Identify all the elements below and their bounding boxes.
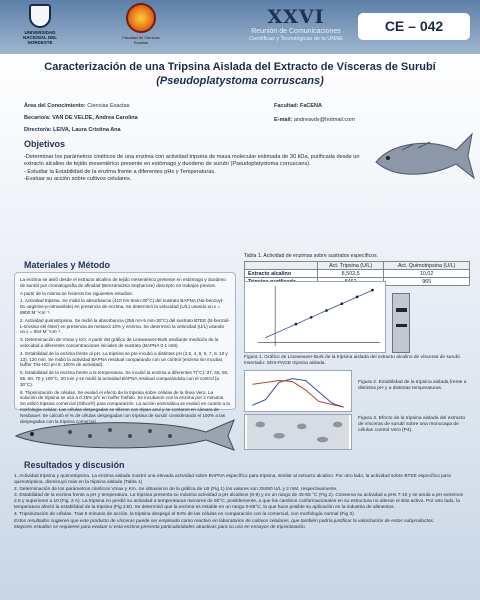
materiales-paragraph: 6. Tripsinización de células. Se evaluó el efecto de la tripsina sobre células de la línea Vero. La solución de tripsina se usó a 0.25% p/V en buffer fosfato. Se incubaron con la enzima por 2 minutos. Se utilizó tripsina comercial (Gibco®) para comparación. La acción enzimática se evaluó en cuanto a la morfología celular. Las células despegadas se tiñeron con tripan azul y se contaron en cámara de Neubauer. Se calculó el % de células despegadas con tripsina de surubí considerando el 100% a las despegadas con la tripsina comercial.: [20, 389, 230, 424]
lb-data-point: [310, 316, 313, 319]
materiales-paragraph: 5. Estabilidad de la enzima frente a la temperatura. Se incubó la enzima a diferentes T(°C): 37, 45, 50, 55, 60, 70 y 100°C, 30 min y se midió la actividad BAPNA residual comparándola con el control (a 30°C).: [20, 370, 229, 387]
fig2-caption: Figura 2. Estabilidad de la tripsina aislada frente a distintos pH y a distintas temperaturas.: [358, 380, 467, 392]
materiales-paragraph: 4. Estabilidad de la enzima frente al pH. La tripsina se pre-incubó a distintos pH (2.5, 4, 5, 6, 7, 8, 10 y 13), 120 min. Se midió la actividad BAPNA residual comparando con un control (enzima sin incubar, buffer Tris-HCl pH 8, 100% de actividad).: [20, 350, 228, 368]
materiales-paragraph: 1. Actividad tripsina. Se midió la absorbancia (410 nm-5min-30°C) del sustrato BAPNA (Nα-benzoyl-DL-arginine-p-nitroanilide) en presencia de enzima. Se determinó la velocidad (U/L) usando un ε = 8800 M⁻¹cm⁻¹.: [20, 298, 224, 315]
table-row-label: Tripsina purificada: [245, 278, 318, 286]
facena-logo: [118, 3, 164, 51]
area-label: Área del Conocimiento:: [24, 103, 86, 109]
reunion-line1: Reunión de Comunicaciones: [251, 28, 341, 35]
becaria-value: VAN DE VELDE, Andrea Carolina: [52, 115, 138, 121]
result-item: 3. Estabilidad de la enzima frente a pH y temperatura. La tripsina presenta su máxima actividad a pH alcalinos (8-9) y en un rango de 45-55 °C (Fig 2). Conserva su actividad a pHs 7-10 y se anula a pH extremos 2.5 y superiores a 10 (Fig. 2 A). La tripsina no perdió su actividad a temperaturas menores de 50°C, posiblemente, a que los cambios conformacionales en su estructura no alteran el sitio activo. Por otro lado, la temperatura afectó la estabilidad de la tripsina (Fig 2.B). Se determinó que la enzima es estable en un rango 0-55°C, lo que hace posible su aplicación en la industria de alimentos.: [14, 493, 464, 510]
unne-logo: [18, 4, 62, 50]
table1-caption: Tabla 1. Actividad de enzimas sobre sustratos específicos.: [244, 253, 379, 259]
title-species: (Pseudoplatystoma corruscans): [156, 75, 324, 87]
table-row: [245, 270, 470, 278]
result-conclusion: Mayores estudios se requieren para evaluar si esta enzima presenta particularidades atractivas para su uso en ensayos de tripsinización.: [14, 525, 306, 531]
poster-title: [14, 60, 466, 88]
lineweaver-burk-chart: [244, 281, 386, 353]
lb-data-point: [371, 289, 374, 292]
materiales-paragraph: La enzima se aisló desde el extracto alcalino de tejido mesentérico presente en estómago y duodeno de surubí por cromatografía de afinidad (Benzamidina Sepharose) descripto en trabajos previos.: [20, 277, 226, 288]
lb-data-point: [340, 302, 343, 305]
fig1-caption: Figura 1. Gráfico de Lineweaver-Burk de la tripsina aislada del extracto alcalino de vísceras de surubí. Insertado: SDS-PAGE tripsina aislada.: [244, 355, 462, 366]
stability-plot: [244, 370, 352, 412]
meta-becaria: [24, 115, 138, 121]
lb-data-point: [295, 323, 298, 326]
table-cell: 965: [384, 278, 470, 286]
gel-band: [396, 308, 407, 312]
materiales-box: [14, 272, 236, 424]
lb-data-point: [325, 309, 328, 312]
table-cell: 8,502,5: [317, 270, 384, 278]
objetivos-heading: Objetivos: [24, 139, 66, 149]
meta-area: [24, 103, 129, 109]
table-header-tripsina: Act. Tripsina (U/L): [317, 262, 384, 270]
objetivos-list: [24, 154, 364, 184]
fig3-caption: Figura 3. Efecto de la tripsina aislada del extracto de vísceras de surubí sobre una monocapa de células control Vero (P4).: [358, 416, 466, 433]
lb-data-point: [356, 296, 359, 299]
objetivo-item: -Evaluar su acción sobre cultivos celulares.: [24, 176, 132, 183]
materiales-paragraph: 3. Determinación de Vmax y Km: A partir del gráfico de Lineweaver-Burk mediante medición de la velocidad a diferentes concentraciones iniciales de sustrato (BAPNA 0-1 mM).: [20, 337, 219, 348]
unne-logo-text: UNIVERSIDAD NACIONAL DEL NORDESTE: [23, 30, 57, 45]
meta-email: [274, 117, 355, 123]
becaria-label: Becario/a:: [24, 115, 51, 121]
poster-code: CE – 042: [358, 13, 470, 40]
surubi-fish-side-illustration: [10, 414, 240, 454]
sun-emblem-icon: [126, 3, 156, 33]
objetivo-item: -Determinar los parámetros cinéticos de una enzima con actividad tripsina de masa molecular estimada de 30 kDa, purificada desde un extracto alcalino de tejido mesentérico presente en estómago y duodeno de surubí (Pseudoplatystoma corruscans).: [24, 154, 360, 168]
facena-logo-text: Facultad de Ciencias Exactas: [122, 35, 160, 45]
result-item: 4. Tripsinización de células. Tras 5 minutos de acción, la tripsina despegó el 84% de las células en comparación con la comercial, con morfología normal (Fig 3).: [14, 511, 356, 517]
results-heading: Resultados y discusión: [24, 460, 125, 470]
materiales-paragraph: 2. Actividad quimotripsina. Se midió la absorbancia (256 nm-5 min-30°C) del sustrato BTEE (N-benzoil-L-tirosina etil éster) en presencia de metanol 10% y enzima. Se determinó la velocidad (U/L) usando un ε = 964 M⁻¹cm⁻¹.: [20, 317, 230, 335]
table-row-label: Extracto alcalino: [245, 270, 318, 278]
surubi-fish-illustration: [372, 120, 476, 190]
facultad-value: FaCENA: [299, 103, 322, 109]
results-list: [14, 474, 468, 532]
table-header-quimotripsina: Act. Quimotripsina (U/L): [384, 262, 470, 270]
reunion-line2: Científicas y Tecnológicas de la UNNE: [249, 36, 343, 42]
director-label: Director/a:: [24, 127, 52, 133]
meta-director: [24, 127, 121, 133]
shield-icon: [29, 4, 51, 28]
table-cell: 8462: [317, 278, 384, 286]
ph-stability-line: [252, 379, 343, 408]
temp-stability-line: [252, 381, 343, 408]
reunion-title: [236, 6, 356, 42]
result-item: 1. Actividad tripsina y quimotripsina. La enzima aislada mostró una elevada actividad sobre BAPNA específico para tripsina, similar al extracto alcalino. Por otro lado, la actividad sobre BTEE específico para quimotripsina, disminuyó más en la tripsina aislada (Tabla 1): [14, 474, 451, 485]
sds-page-gel: [392, 293, 410, 353]
title-main: Caracterización de una Tripsina Aislada del Extracto de Vísceras de Surubí: [44, 61, 436, 73]
gel-band: [396, 324, 407, 327]
facultad-label: Facultad:: [274, 103, 299, 109]
reunion-number: XXVI: [267, 6, 325, 28]
area-value: Ciencias Exactas: [87, 103, 130, 109]
materiales-heading: Materiales y Método: [24, 260, 111, 270]
email-label: E-mail:: [274, 117, 293, 123]
table-header-row: [245, 262, 470, 270]
table-cell: 10,02: [384, 270, 470, 278]
director-value: LEIVA, Laura Cristina Ana: [53, 127, 121, 133]
table-header-empty: [245, 262, 318, 270]
cell-culture-image: [244, 414, 352, 450]
result-conclusion: Estos resultados sugieren que este producto de vísceras puede ser empleado como reactivo en laboratorios de cultivos celulares, que también podría justificar la valorización de estos subproductos.: [14, 518, 435, 524]
objetivo-item: - Estudiar la Estabilidad de la enzima frente a diferentes pHs y Temperaturas.: [24, 168, 216, 175]
materiales-paragraph: A partir de la misma se hicieron los siguientes estudios:: [20, 290, 133, 296]
meta-facultad: [274, 103, 322, 109]
poster-header: [0, 0, 480, 54]
email-value[interactable]: andreavdv@hotmail.com: [293, 117, 355, 123]
result-item: 2. Determinación de los parámetros cinéticos Vmax y Km. Se obtuvieron de la gráfica de LB (Fig 1) los valores son 28490 U/L y 2 mM, respectivamente.: [14, 486, 338, 492]
